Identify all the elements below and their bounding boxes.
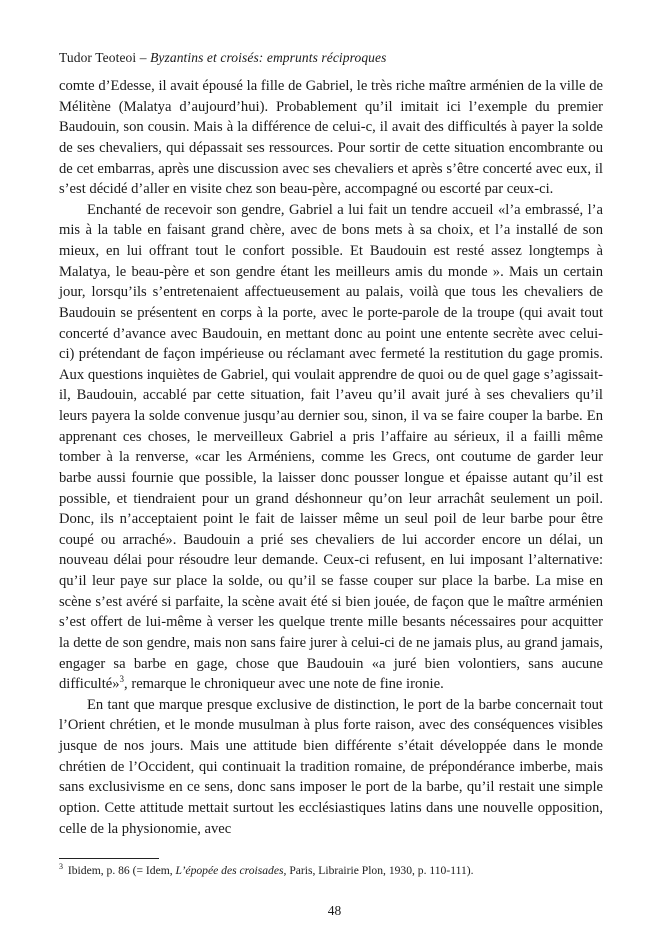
- footnote-reference: 3: [119, 674, 125, 685]
- paragraph-2-text: Enchanté de recevoir son gendre, Gabriel a lui fait un tendre accueil «l’a embrassé, l’a mis à la table en faisant grand chère, avec de bons mets à sa choix, et l’a installé de son mieux, en lui offrant tout le confort possible. Et Baudouin est resté assez longtemps à Malatya, le beau-père et son gendre étant les meilleurs amis du monde ». Mais un certain jour, lorsqu’ils s’entretenaient affectueusement au palais, voilà que tous les chevaliers de Baudouin se présentent en corps à la porte, avec le porte-parole de la troupe (qui avait tout concerté d’avance avec Baudouin, en mettant donc au point une entente secrète avec celui-ci) prétendant de façon impérieuse ou réclamant avec fermeté la restitution du gage promis. Aux questions inquiètes de Gabriel, qui voulait apprendre de quoi ou de quel gage s’agissait-il, Baudouin, accablé par cette situation, fait l’aveu qu’il avait juré à ses chevaliers qu’il leurs payera la solde convenue jusqu’au dernier sou, sinon, il va se faire couper la barbe. En apprenant ces choses, le merveilleux Gabriel a pris l’affaire au sérieux, il a failli même tomber à la renverse, «car les Arméniens, comme les Grecs, ont coutume de garder leur barbe aussi fournie que possible, la laisser donc pousser longue et épaisse autant qu’il est possible, et tiendraient pour un grand déshonneur qu’on leur arrachât seulement un poil. Donc, ils n’acceptaient point le fait de laisser même un seul poil de leur barbe pour être coupé ou arraché». Baudouin a prié ses chevaliers de lui accorder encore un délai, un nouveau délai pour résoudre leur demande. Ceux-ci refusent, en lui imposant l’alternative: qu’il leur paye sur place la solde, ou qu’il se fasse couper sur place la barbe. La mise en scène s’est avéré si parfaite, la scène avait été si bien jouée, de façon que le maître arménien s’est offert de lui-même à verser les quelque trente mille besants nécessaires pour acquitter la dette de son gendre, mais non sans faire jurer à celui-ci de ne jamais plus, au grand jamais, engager sa barbe en gage, chose que Baudouin «a juré bien volontiers, sans aucune difficulté»: [59, 201, 603, 693]
- body-text: [59, 76, 603, 839]
- footnote-text-after: Paris, Librairie Plon, 1930, p. 110-111).: [286, 864, 474, 877]
- paragraph-1: comte d’Edesse, il avait épousé la fille de Gabriel, le très riche maître arménien de la ville de Mélitène (Malatya d’aujourd’hui). Probablement qu’il imitait ici l’exemple du premier Baudouin, son cousin. Mais à la différence de celui-c, il avait des difficultés à payer la solde de ses chevaliers, qui dépassait ses ressources. Pour sortir de cette situation encombrante ou de cet embarras, après une discussion avec ses chevaliers et après s’être concerté avec eux, il s’est décidé d’aller en visite chez son beau-père, accompagné ou escorté par ceux-ci.: [59, 78, 603, 198]
- footnote: [59, 863, 603, 878]
- running-head: [59, 50, 386, 66]
- running-head-title: Byzantins et croisés: emprunts réciproques: [150, 50, 387, 65]
- running-head-separator: –: [136, 50, 151, 65]
- running-head-author: Tudor Teoteoi: [59, 50, 137, 65]
- footnote-number: 3: [59, 862, 63, 872]
- paragraph-2: [59, 200, 603, 695]
- paragraph-2-tail: , remarque le chroniqueur avec une note de fine ironie.: [124, 676, 444, 693]
- footnote-cited-title: L’épopée des croisades,: [175, 864, 287, 877]
- footnote-text-before: Ibidem, p. 86 (= Idem,: [65, 864, 176, 877]
- page-number: 48: [327, 903, 342, 918]
- footnote-divider: [59, 858, 159, 859]
- paragraph-3: En tant que marque presque exclusive de distinction, le port de la barbe concernait tout l’Orient chrétien, et le monde musulman à plus forte raison, avec des conséquences visibles jusque de nos jours. Mais une attitude bien différente s’était développée dans le monde chrétien de l’Occident, qui continuait la tradition romaine, de prépondérance imberbe, mais sans exclusivisme en ce sens, donc sans imposer le port de la barbe, qu’il restait une simple option. Cette attitude mettait surtout les ecclésiastiques latins dans une nouvelle opposition, celle de la physionomie, avec: [59, 696, 603, 837]
